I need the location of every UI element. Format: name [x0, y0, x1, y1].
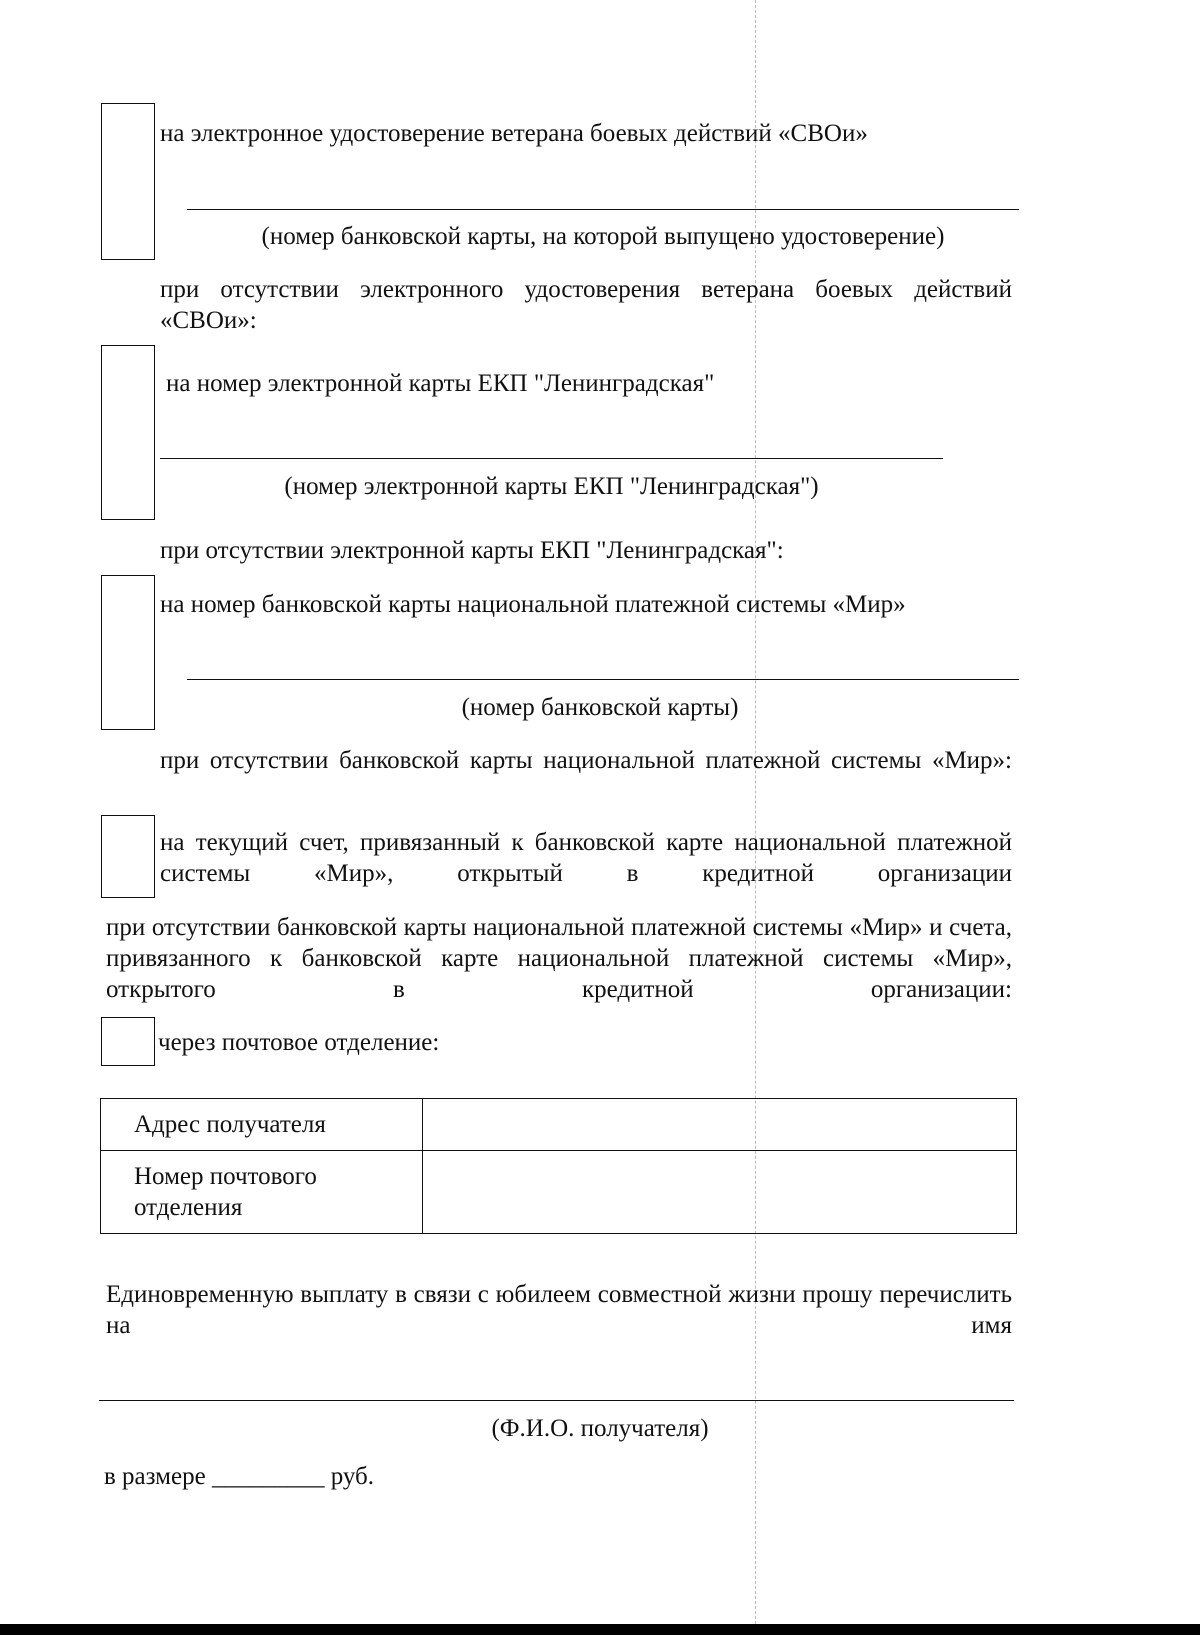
ekp-card-caption: (номер электронной карты ЕКП "Ленинградская")	[284, 473, 819, 500]
mir-card-number-line[interactable]	[187, 679, 1019, 680]
svoi-card-caption: (номер банковской карты, на которой выпущено удостоверение)	[261, 223, 945, 250]
post-office-table	[100, 1098, 1017, 1234]
recipient-address-field[interactable]	[423, 1099, 1017, 1151]
option-mir-card-label: на номер банковской карты национальной платежной системы «Мир»	[160, 591, 906, 618]
mir-card-caption: (номер банковской карты)	[461, 694, 739, 721]
option-ekp-label: на номер электронной карты ЕКП "Ленинградская"	[166, 370, 715, 397]
checkbox-svoi[interactable]	[101, 103, 155, 260]
amount-suffix: руб.	[330, 1463, 374, 1490]
option-post-office-label: через почтовое отделение:	[158, 1029, 440, 1056]
amount-blank[interactable]: _________	[211, 1463, 325, 1490]
amount-prefix: в размере	[104, 1463, 206, 1490]
amount-line	[104, 1461, 374, 1492]
checkbox-ekp[interactable]	[101, 345, 155, 520]
no-svoi-condition: при отсутствии электронного удостоверения ветерана боевых действий «СВОи»:	[160, 276, 1012, 334]
option-account-label: на текущий счет, привязанный к банковской карте национальной платежной системы «Мир», открытый в кредитной организации	[160, 829, 1012, 887]
table-row	[101, 1099, 1017, 1151]
ekp-card-number-line[interactable]	[160, 458, 943, 459]
no-account-condition: при отсутствии банковской карты национальной платежной системы «Мир» и счета, привязанного к банковской карте национальной платежной системы «Мир», открытого в кредитной организации:	[106, 914, 1012, 1003]
recipient-name-line[interactable]	[99, 1400, 1014, 1401]
checkbox-mir-card[interactable]	[101, 575, 155, 730]
option-svoi-label: на электронное удостоверение ветерана боевых действий «СВОи»	[160, 120, 868, 147]
recipient-address-label: Адрес получателя	[101, 1099, 423, 1151]
table-row	[101, 1151, 1017, 1234]
post-office-number-label: Номер почтового отделения	[101, 1151, 423, 1234]
recipient-name-caption: (Ф.И.О. получателя)	[491, 1415, 709, 1442]
post-office-number-field[interactable]	[423, 1151, 1017, 1234]
checkbox-post-office[interactable]	[101, 1017, 155, 1066]
svoi-card-number-line[interactable]	[187, 209, 1019, 210]
scan-bottom-edge	[0, 1624, 1200, 1635]
checkbox-account[interactable]	[101, 815, 155, 898]
no-mir-condition: при отсутствии банковской карты национальной платежной системы «Мир»:	[160, 747, 1012, 774]
no-ekp-condition: при отсутствии электронной карты ЕКП "Ленинградская":	[160, 537, 784, 564]
payment-request-text: Единовременную выплату в связи с юбилеем совместной жизни прошу перечислить на имя	[106, 1281, 1012, 1339]
